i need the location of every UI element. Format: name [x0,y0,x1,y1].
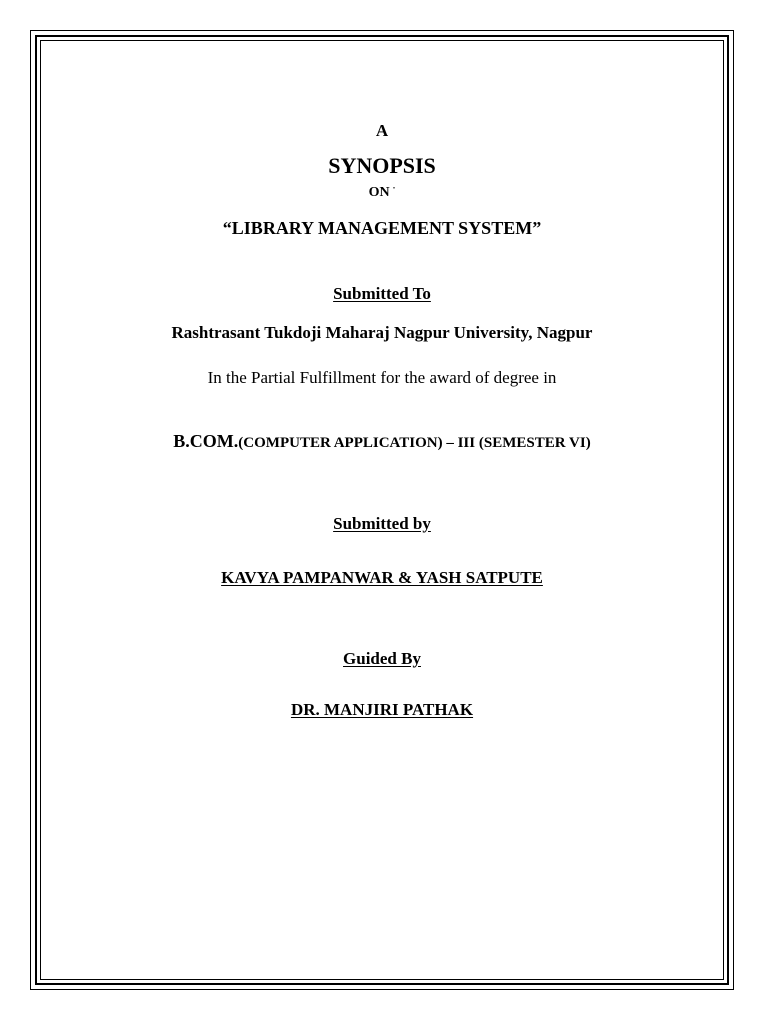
fulfillment-text: In the Partial Fulfillment for the award of degree in [207,368,557,387]
submitted-to-line [40,284,724,304]
on-text: ON [368,185,390,200]
synopsis-heading: SYNOPSIS [328,153,436,178]
guide-line [40,700,724,720]
project-title: “LIBRARY MANAGEMENT SYSTEM” [222,218,542,238]
university-name: Rashtrasant Tukdoji Maharaj Nagpur University, Nagpur [171,323,593,342]
article-a: A [375,121,389,140]
page-border-inner [40,40,724,980]
guided-by-label: Guided By [343,649,421,668]
degree-prefix: B.COM. [173,431,239,451]
submitted-to-label: Submitted To [333,284,431,303]
submitted-by-label: Submitted by [333,514,431,533]
degree-line [40,431,724,453]
degree-rest: (COMPUTER APPLICATION) – III (SEMESTER VI) [238,435,591,451]
student-names: KAVYA PAMPANWAR & YASH SATPUTE [221,568,543,587]
on-line [40,185,724,202]
guided-by-line [40,649,724,669]
guide-name: DR. MANJIRI PATHAK [290,700,474,719]
submitted-by-line [40,514,724,534]
students-line [40,568,724,588]
on-mark: " [392,186,396,194]
